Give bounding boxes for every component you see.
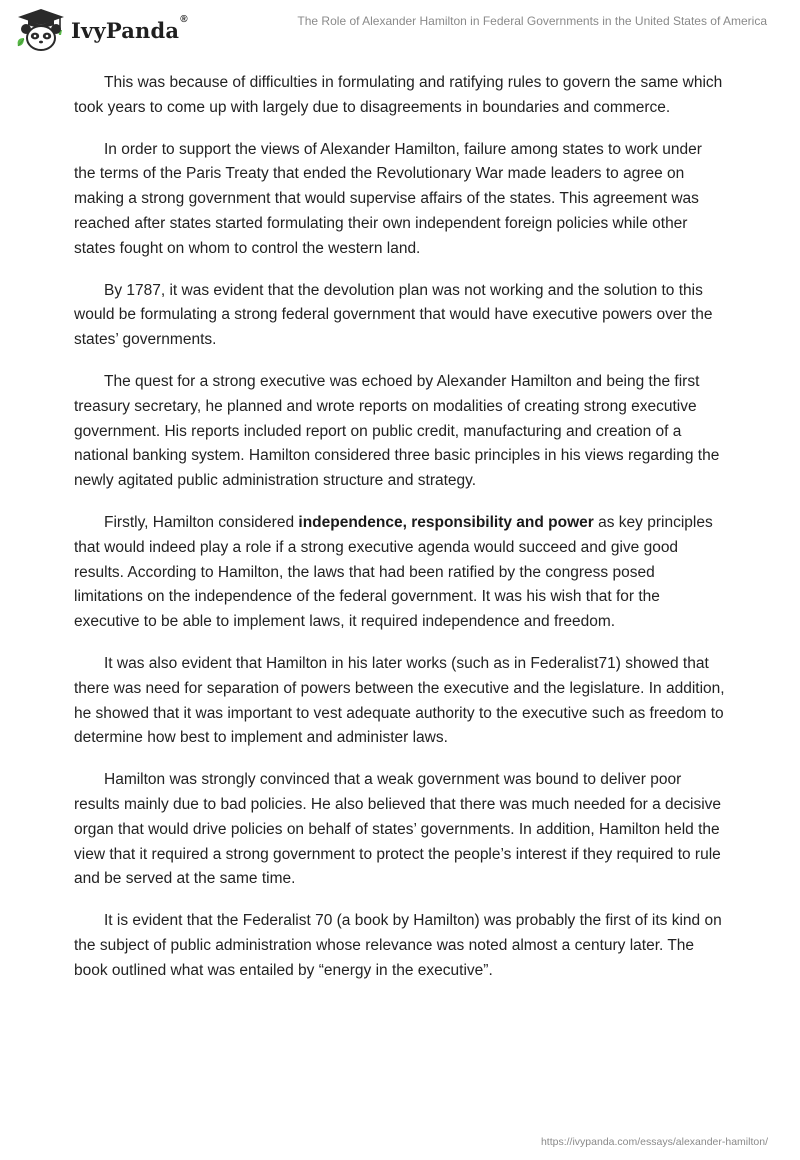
- essay-body: [74, 71, 726, 1001]
- paragraph: In order to support the views of Alexander Hamilton, failure among states to work under the terms of the Paris Treaty that ended the Revolutionary War made leaders to agree on making a strong government that would supervise affairs of the states. This agreement was reached after states started formulating their own independent foreign policies while other states fought on whom to control the western land.: [74, 140, 702, 257]
- key-principles-bold: independence, responsibility and power: [298, 513, 594, 531]
- paragraph: It was also evident that Hamilton in his later works (such as in Federalist71) showed that there was need for separation of powers between the executive and the legislature. In addition, he showed that it was important to vest adequate authority to the executive such as freedom to determine how best to implement and administer laws.: [74, 654, 725, 747]
- document-title: The Role of Alexander Hamilton in Federal Governments in the United States of America: [297, 14, 767, 28]
- page-header: [0, 0, 800, 60]
- paragraph: Hamilton was strongly convinced that a weak government was bound to deliver poor results mainly due to bad policies. He also believed that there was much needed for a decisive organ that would drive policies on behalf of states’ governments. In addition, Hamilton held the view that it required a strong government to protect the people’s interest if they required to rule and be served at the same time.: [74, 771, 722, 888]
- paragraph-text: Firstly, Hamilton considered: [104, 513, 299, 531]
- logo-wordmark: IvyPanda®: [71, 13, 188, 43]
- paragraph: This was because of difficulties in formulating and ratifying rules to govern the same which took years to come up with largely due to disagreements in boundaries and commerce.: [74, 74, 723, 116]
- paragraph: By 1787, it was evident that the devolution plan was not working and the solution to this would be formulating a strong federal government that would have executive powers over the states’ governments.: [74, 281, 713, 349]
- paragraph: It is evident that the Federalist 70 (a book by Hamilton) was probably the first of its kind on the subject of public administration whose relevance was noted almost a century later. The book outlined what was entailed by “energy in the executive”.: [74, 912, 722, 979]
- paragraph: The quest for a strong executive was echoed by Alexander Hamilton and being the first treasury secretary, he planned and wrote reports on modalities of creating strong executive government. His reports included report on public credit, manufacturing and creation of a national banking system. Hamilton considered three basic principles in his views regarding the newly agitated public administration structure and strategy.: [74, 372, 720, 490]
- paragraph-text: as key principles that would indeed play a role if a strong executive agenda would succeed and give good results. According to Hamilton, the laws that had been ratified by the congress posed limitations on the independence of the federal government. It was his wish that for the executive to be able to implement laws, it required independence and freedom.: [74, 513, 713, 631]
- paragraph: [74, 511, 726, 635]
- source-url[interactable]: https://ivypanda.com/essays/alexander-hamilton/: [540, 1136, 768, 1148]
- panda-graduation-cap-icon: [14, 8, 68, 52]
- ivypanda-logo[interactable]: [14, 8, 188, 52]
